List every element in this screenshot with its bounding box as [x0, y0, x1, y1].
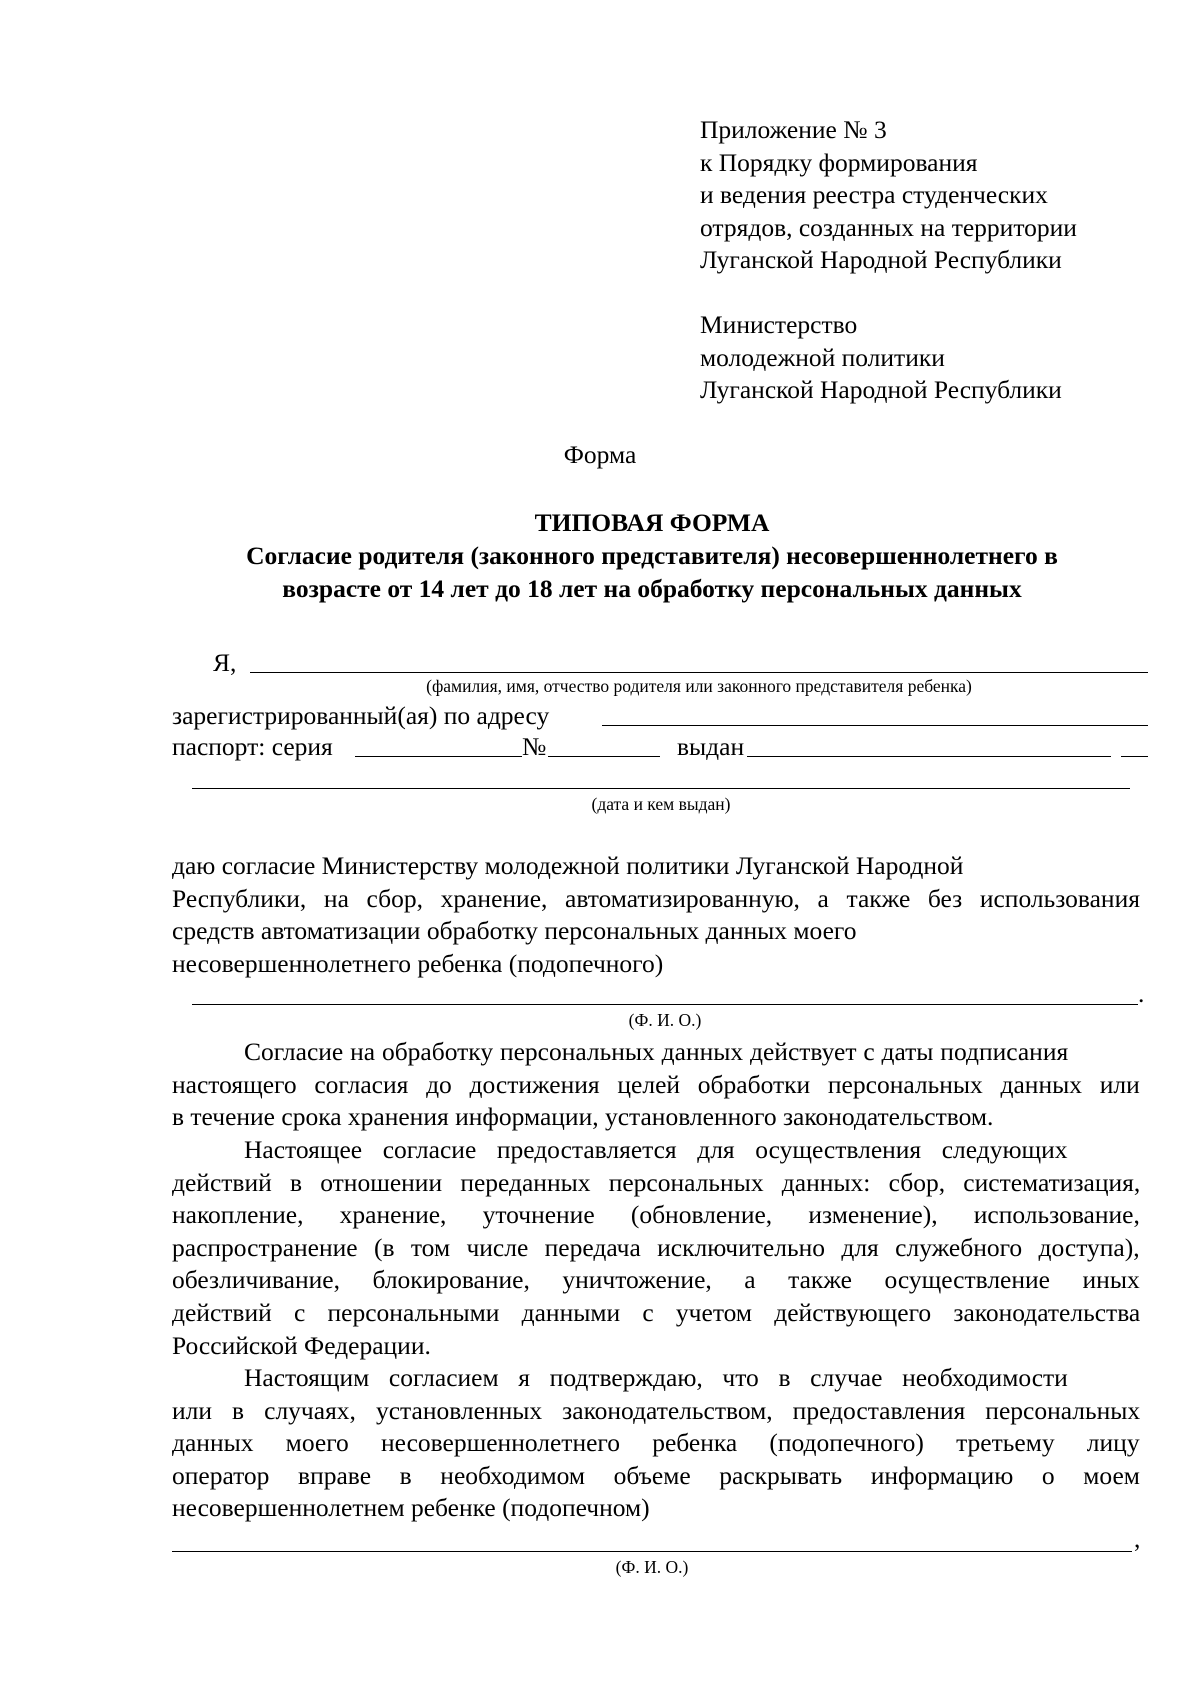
word: Министерству	[321, 851, 479, 880]
consent-line-3	[172, 915, 1140, 948]
consent-paragraph	[172, 850, 1140, 980]
addressee-line: Министерство	[700, 310, 858, 339]
address-label: зарегистрированный(ая) по адресу	[172, 701, 550, 730]
appendix-line: Луганской Народной Республики	[700, 245, 1062, 274]
appendix-line: Приложение № 3	[700, 115, 887, 144]
validity-line: в течение срока хранения информации, установленного законодательством.	[172, 1102, 994, 1132]
consent-line-1	[172, 850, 1140, 883]
issued-date-authority-caption: (дата и кем выдан)	[591, 794, 731, 814]
word: персональных	[544, 916, 700, 946]
word: Луганской	[735, 851, 850, 880]
word: моего	[793, 916, 857, 946]
appendix-line: к Порядку формирования	[700, 147, 978, 177]
disclosure-line: или в случаях, установленных законодательством, предоставления персональных	[172, 1395, 1141, 1425]
word: даю	[172, 851, 216, 880]
ya-label: Я,	[213, 648, 237, 677]
word: согласие	[221, 851, 316, 880]
word: средств	[172, 916, 255, 946]
actions-paragraph	[172, 1134, 1140, 1362]
word: автоматизации	[260, 916, 421, 946]
word: данных	[705, 916, 788, 946]
title-subtitle-line: Согласие родителя (законного представителя) несовершеннолетнего в	[246, 541, 1058, 570]
addressee-line: молодежной политики	[700, 342, 945, 372]
passport-number-field[interactable]	[548, 756, 660, 757]
passport-issued-field-tail[interactable]	[1121, 756, 1148, 757]
actions-line: Российской Федерации.	[172, 1330, 431, 1360]
child-fio-field[interactable]	[192, 1004, 1138, 1005]
consent-line-4: несовершеннолетнего ребенка (подопечного)	[172, 948, 664, 978]
passport-series-field[interactable]	[355, 756, 522, 757]
child-fio-end-comma: ,	[1134, 1524, 1141, 1553]
actions-line: действий в отношении переданных персональных данных: сбор, систематизация,	[172, 1167, 1141, 1197]
appendix-line: и ведения реестра студенческих	[700, 180, 1048, 209]
validity-line: Согласие на обработку персональных данных действует с даты подписания	[244, 1037, 1069, 1066]
appendix-line: отрядов, созданных на территории	[700, 212, 1077, 242]
word: политики	[626, 851, 730, 880]
issued-date-authority-field[interactable]	[192, 788, 1130, 789]
consent-line-2: Республики, на сбор, хранение, автоматизированную, а также без использования	[172, 883, 1140, 913]
address-field[interactable]	[602, 725, 1148, 726]
actions-line: накопление, хранение, уточнение (обновление, изменение), использование,	[172, 1200, 1140, 1230]
child-fio-field-2[interactable]	[172, 1551, 1132, 1552]
validity-paragraph	[172, 1036, 1140, 1134]
parent-name-caption: (фамилия, имя, отчество родителя или законного представителя ребенка)	[426, 676, 972, 696]
passport-issued-label: выдан	[677, 732, 745, 761]
passport-series-label: паспорт: серия	[172, 732, 333, 761]
child-fio-caption: (Ф. И. О.)	[628, 1010, 702, 1030]
child-fio-caption-2: (Ф. И. О.)	[615, 1557, 689, 1577]
form-label: Форма	[563, 440, 637, 469]
child-fio-end-dot: .	[1138, 979, 1145, 1008]
disclosure-paragraph	[172, 1362, 1140, 1525]
addressee-line: Луганской Народной Республики	[700, 375, 1062, 404]
passport-number-label: №	[522, 732, 547, 761]
word: молодежной	[484, 851, 620, 880]
validity-line: настоящего согласия до достижения целей обработки персональных данных или	[172, 1069, 1140, 1099]
document-title	[172, 506, 1132, 605]
actions-line: действий с персональными данными с учетом действующего законодательства	[172, 1297, 1141, 1327]
actions-line: Настоящее согласие предоставляется для осуществления следующих	[244, 1135, 1068, 1164]
word: обработку	[426, 916, 538, 946]
actions-line: обезличивание, блокирование, уничтожение, а также осуществление иных	[172, 1265, 1140, 1295]
actions-line: распространение (в том числе передача исключительно для служебного доступа),	[172, 1232, 1140, 1262]
disclosure-line: оператор вправе в необходимом объеме раскрывать информацию о моем	[172, 1460, 1140, 1490]
disclosure-line: несовершеннолетнем ребенке (подопечном)	[172, 1493, 650, 1523]
title-subtitle-line: возрасте от 14 лет до 18 лет на обработку персональных данных	[282, 574, 1022, 603]
parent-name-field[interactable]	[250, 672, 1148, 673]
appendix-block	[700, 114, 1077, 277]
disclosure-line: Настоящим согласием я подтверждаю, что в случае необходимости	[244, 1363, 1068, 1392]
word: Народной	[855, 851, 964, 880]
addressee-block	[700, 309, 1062, 407]
passport-issued-field[interactable]	[747, 756, 1111, 757]
title-main: ТИПОВАЯ ФОРМА	[534, 508, 770, 537]
disclosure-line: данных моего несовершеннолетнего ребенка (подопечного) третьему лицу	[172, 1428, 1140, 1458]
